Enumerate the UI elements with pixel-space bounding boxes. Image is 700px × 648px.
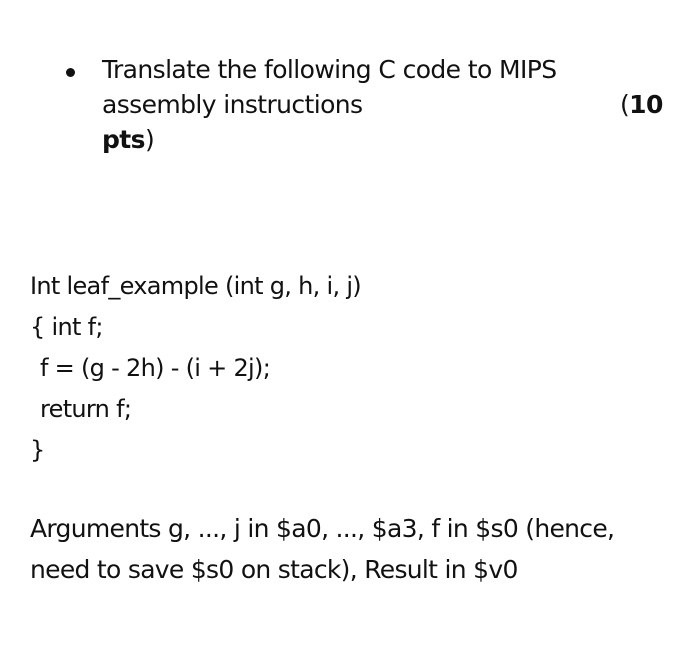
- arguments-note: [30, 508, 670, 590]
- code-line-5: }: [30, 436, 45, 464]
- question-text: [102, 52, 662, 157]
- points-close-paren: ): [144, 125, 155, 154]
- code-line-3: f = (g - 2h) - (i + 2j);: [40, 354, 271, 382]
- code-line-1: Int leaf_example (int g, h, i, j): [30, 272, 361, 300]
- points-unit: pts: [102, 125, 145, 154]
- code-line-4: return f;: [40, 395, 132, 423]
- note-line-1: Arguments g, ..., j in $a0, ..., $a3, f in $s0 (hence,: [30, 514, 615, 543]
- question-line-2: [102, 87, 662, 122]
- note-line-2: need to save $s0 on stack), Result in $v0: [30, 555, 518, 584]
- question-line-2-text: assembly instructions: [102, 90, 363, 119]
- points-open-paren: (: [620, 90, 630, 119]
- points-value: 10: [629, 90, 663, 119]
- c-code-block: [30, 266, 361, 471]
- question-line-1: Translate the following C code to MIPS: [102, 55, 557, 84]
- question-line-3: [102, 122, 662, 157]
- code-line-2: { int f;: [30, 313, 103, 341]
- bullet-icon: [66, 68, 75, 77]
- points-label-start: [620, 87, 663, 122]
